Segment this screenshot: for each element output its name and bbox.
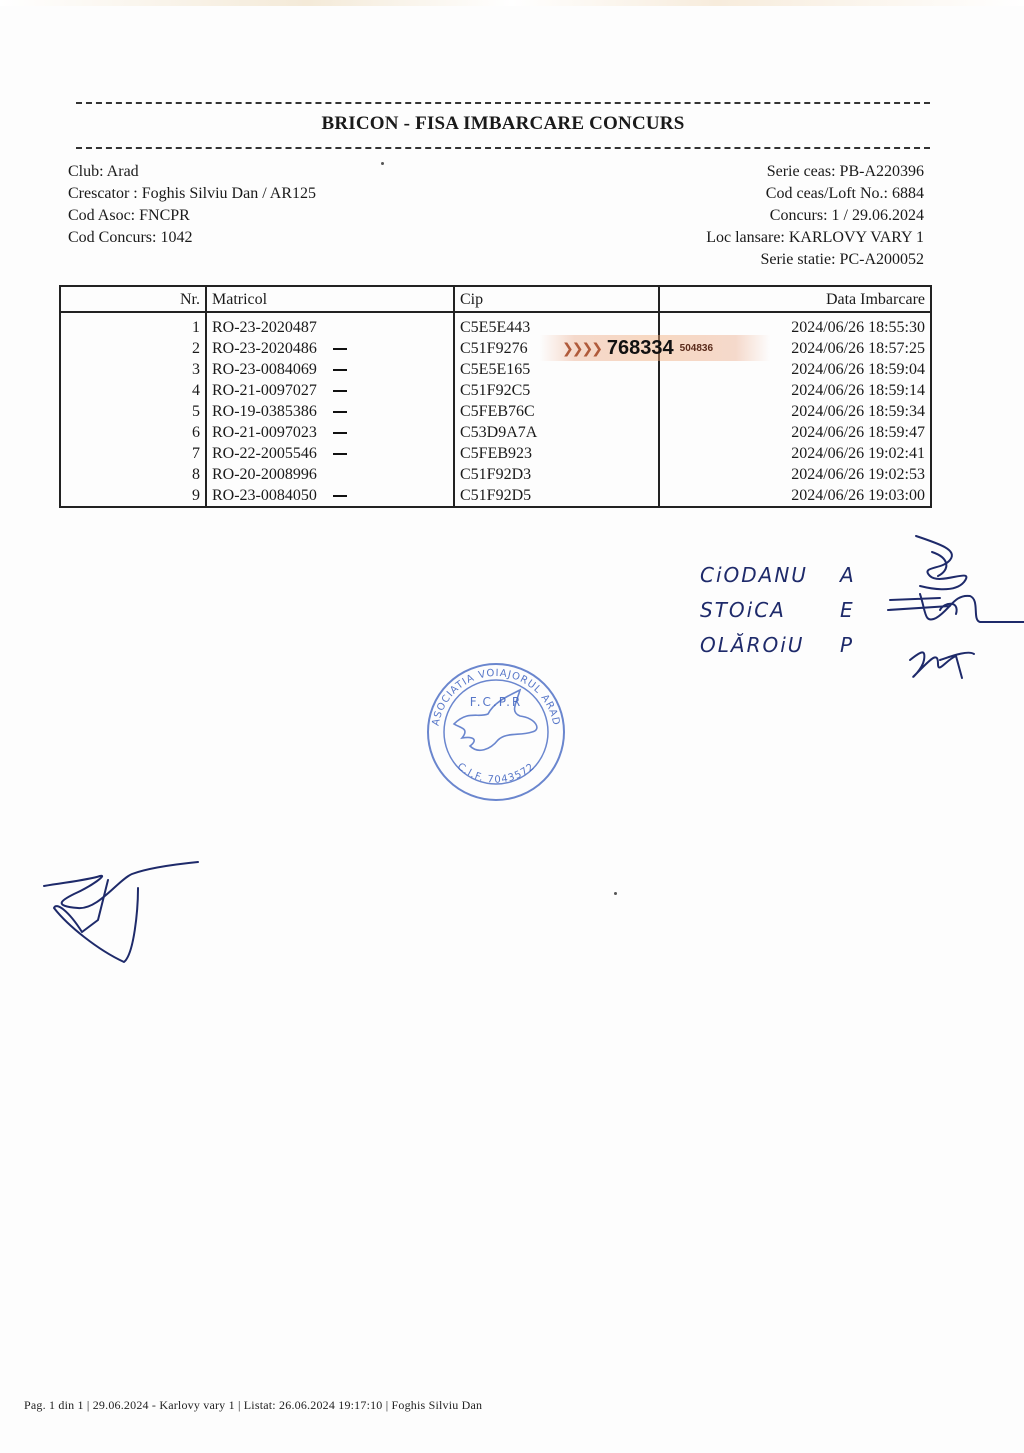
header-nr: Nr. <box>60 286 206 312</box>
cell-nr-text: 8 <box>192 466 200 483</box>
cell-nr-text: 5 <box>192 403 200 420</box>
handwritten-check-mark <box>333 432 347 434</box>
handwritten-check-mark <box>333 411 347 413</box>
cell-matricol <box>206 338 454 359</box>
cell-matricol-text: RO-20-2008996 <box>212 466 317 483</box>
cell-nr-text: 1 <box>192 319 200 336</box>
cell-matricol-text: RO-23-0084050 <box>212 487 317 504</box>
cell-date-text: 2024/06/26 19:02:53 <box>791 466 925 483</box>
cell-matricol <box>206 359 454 380</box>
breeder-info <box>68 161 316 249</box>
cell-date <box>659 443 931 464</box>
release-location-line: Loc lansare: KARLOVY VARY 1 <box>706 229 924 246</box>
table-body <box>60 312 931 507</box>
top-rule <box>76 102 930 104</box>
table-row <box>60 359 931 380</box>
scan-speck <box>381 162 384 165</box>
sticker-small-number: 504836 <box>679 342 714 354</box>
association-line: Cod Asoc: FNCPR <box>68 207 190 224</box>
handwritten-check-mark <box>333 348 347 350</box>
cell-cip-text: C51F92D3 <box>460 466 532 483</box>
cell-date-text: 2024/06/26 18:57:25 <box>791 340 925 357</box>
cell-cip-text: C51F92D5 <box>460 487 532 504</box>
cell-cip-text: C51F9276 <box>460 340 528 357</box>
cell-matricol-text: RO-23-0084069 <box>212 361 317 378</box>
table-row <box>60 312 931 338</box>
club-line: Club: Arad <box>68 163 139 180</box>
title-rule <box>76 147 930 149</box>
cell-nr <box>60 380 206 401</box>
stamp-outer-text: ASOCIATIA VOIAJORUL ARAD <box>430 667 562 727</box>
cell-matricol <box>206 464 454 485</box>
cell-date-text: 2024/06/26 18:59:04 <box>791 361 925 378</box>
cell-matricol-text: RO-21-0097027 <box>212 382 317 399</box>
barcode-sticker <box>540 335 770 361</box>
breeder-line: Crescator : Foghis Silviu Dan / AR125 <box>68 185 316 202</box>
handwritten-check-mark <box>333 390 347 392</box>
cell-date <box>659 422 931 443</box>
clock-serial-line: Serie ceas: PB-A220396 <box>766 163 924 180</box>
cell-date <box>659 359 931 380</box>
cell-matricol <box>206 422 454 443</box>
cell-matricol-text: RO-22-2005546 <box>212 445 317 462</box>
table-row <box>60 422 931 443</box>
cell-date-text: 2024/06/26 19:03:00 <box>791 487 925 504</box>
page-footer: Pag. 1 din 1 | 29.06.2024 - Karlovy vary 1 | Listat: 26.06.2024 19:17:10 | Foghis Silviu Dan <box>24 1398 483 1412</box>
witness-name: STOiCA <box>700 598 786 622</box>
cell-date-text: 2024/06/26 18:59:34 <box>791 403 925 420</box>
cell-nr <box>60 422 206 443</box>
witness-row <box>700 558 870 593</box>
header-matricol: Matricol <box>206 286 454 312</box>
cell-date <box>659 485 931 507</box>
cell-matricol-text: RO-23-2020486 <box>212 340 317 357</box>
cell-nr <box>60 464 206 485</box>
cell-cip <box>454 485 659 507</box>
top-edge-tint <box>0 0 1024 6</box>
witness-row <box>700 593 870 628</box>
table-row <box>60 380 931 401</box>
scan-speck <box>614 892 617 895</box>
clock-info <box>706 161 924 271</box>
cell-nr <box>60 443 206 464</box>
document-title: BRICON - FISA IMBARCARE CONCURS <box>321 113 685 134</box>
handwritten-signature-icon <box>38 850 208 980</box>
cell-cip <box>454 401 659 422</box>
cell-matricol-text: RO-19-0385386 <box>212 403 317 420</box>
boarding-table <box>59 285 932 508</box>
association-stamp <box>416 658 576 803</box>
header-cip: Cip <box>454 286 659 312</box>
cell-cip <box>454 359 659 380</box>
cell-nr <box>60 485 206 507</box>
cell-nr-text: 2 <box>192 340 200 357</box>
sticker-arrows-icon: ❯❯❯❯ <box>562 339 601 356</box>
cell-date <box>659 380 931 401</box>
contest-line: Concurs: 1 / 29.06.2024 <box>769 207 924 224</box>
cell-date <box>659 401 931 422</box>
cell-matricol <box>206 485 454 507</box>
cell-matricol <box>206 401 454 422</box>
cell-nr-text: 9 <box>192 487 200 504</box>
cell-matricol-text: RO-23-2020487 <box>212 319 317 336</box>
handwritten-check-mark <box>333 369 347 371</box>
cell-nr <box>60 401 206 422</box>
handwritten-check-mark <box>333 453 347 455</box>
cell-date-text: 2024/06/26 19:02:41 <box>791 445 925 462</box>
cell-cip-text: C51F92C5 <box>460 382 531 399</box>
witness-row <box>700 628 870 663</box>
svg-text:C.I.F. 7043572 <box>455 761 537 785</box>
sticker-main-number: 768334 <box>606 336 674 359</box>
table-row <box>60 464 931 485</box>
cell-nr <box>60 338 206 359</box>
cell-nr <box>60 312 206 338</box>
table-header-row <box>60 286 931 312</box>
table-row <box>60 338 931 359</box>
cell-nr-text: 6 <box>192 424 200 441</box>
cell-date <box>659 464 931 485</box>
cell-matricol <box>206 443 454 464</box>
loft-number-line: Cod ceas/Loft No.: 6884 <box>765 185 924 202</box>
stamp-inner-text: F.C.P.R <box>469 695 523 709</box>
cell-cip-text: C53D9A7A <box>460 424 538 441</box>
witness-name: CiODANU <box>700 563 808 587</box>
cell-matricol <box>206 312 454 338</box>
cell-matricol-text: RO-21-0097023 <box>212 424 317 441</box>
table-row <box>60 485 931 507</box>
cell-date-text: 2024/06/26 18:59:14 <box>791 382 925 399</box>
witness-code: P <box>840 633 855 657</box>
stamp-bottom-text: C.I.F. 7043572 <box>454 761 538 786</box>
cell-cip <box>454 422 659 443</box>
cell-cip <box>454 443 659 464</box>
station-serial-line: Serie statie: PC-A200052 <box>760 251 924 268</box>
cell-nr-text: 7 <box>192 445 200 462</box>
witness-code: A <box>840 563 856 587</box>
witness-signatures-icon <box>880 530 1024 690</box>
cell-cip-text: C5E5E443 <box>460 319 531 336</box>
contest-code-line: Cod Concurs: 1042 <box>68 229 193 246</box>
table-row <box>60 401 931 422</box>
cell-date-text: 2024/06/26 18:59:47 <box>791 424 925 441</box>
cell-nr <box>60 359 206 380</box>
cell-cip-text: C5FEB76C <box>460 403 535 420</box>
cell-matricol <box>206 380 454 401</box>
cell-cip-text: C5E5E165 <box>460 361 531 378</box>
cell-cip <box>454 380 659 401</box>
cell-nr-text: 3 <box>192 361 200 378</box>
witness-name: OLĂROiU <box>700 633 805 657</box>
table-row <box>60 443 931 464</box>
handwritten-check-mark <box>333 495 347 497</box>
witness-code: E <box>840 598 855 622</box>
handwritten-witness-list <box>700 558 870 663</box>
cell-cip <box>454 464 659 485</box>
cell-cip-text: C5FEB923 <box>460 445 533 462</box>
cell-date-text: 2024/06/26 18:55:30 <box>791 319 925 336</box>
cell-nr-text: 4 <box>192 382 200 399</box>
header-date: Data Imbarcare <box>659 286 931 312</box>
